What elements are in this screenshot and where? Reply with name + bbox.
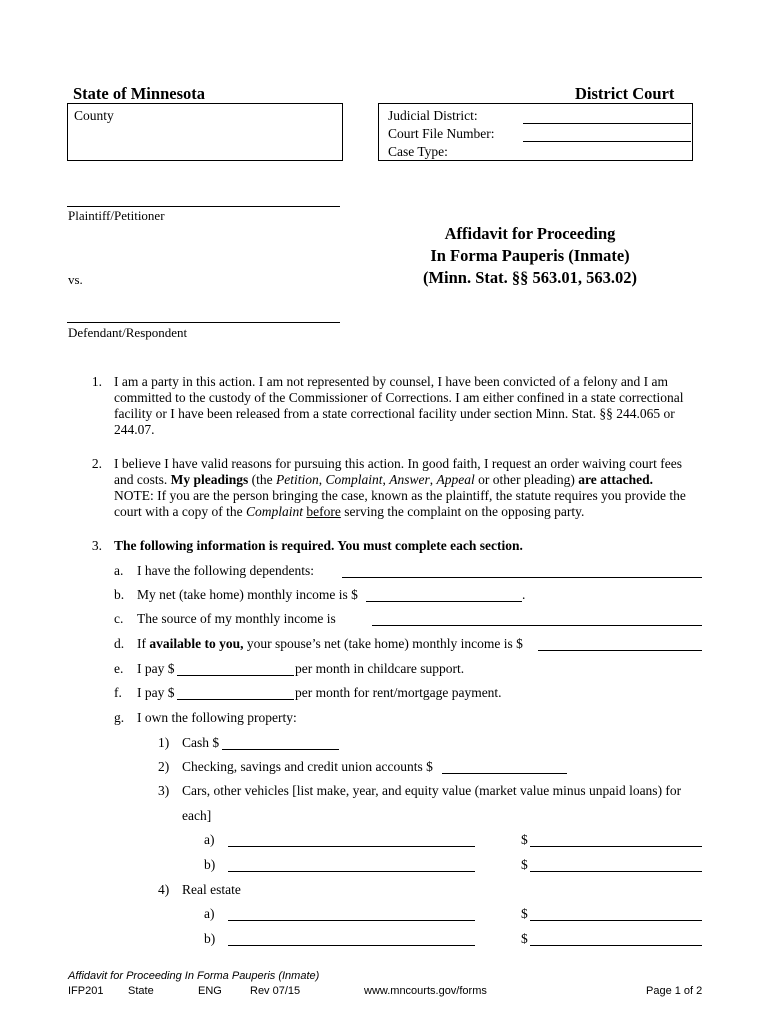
footer-state: State bbox=[128, 985, 154, 997]
para1-line: 244.07. bbox=[114, 422, 155, 437]
property-1-text: Cash $ bbox=[182, 735, 220, 750]
defendant-field[interactable] bbox=[67, 322, 340, 323]
item-e-suffix: per month in childcare support. bbox=[295, 661, 465, 676]
case-info-box bbox=[378, 103, 693, 161]
rent-mortgage-field[interactable] bbox=[177, 699, 294, 700]
para2-number: 2. bbox=[91, 456, 102, 471]
real-estate-a-dollar: $ bbox=[521, 906, 528, 921]
court-file-number-field[interactable] bbox=[523, 141, 691, 142]
para3-heading: The following information is required. You must complete each section. bbox=[114, 538, 523, 553]
item-g-text: I own the following property: bbox=[137, 710, 297, 725]
real-estate-a-field[interactable] bbox=[228, 920, 475, 921]
county-label: County bbox=[74, 108, 114, 123]
court-file-number-label: Court File Number: bbox=[388, 126, 495, 141]
para1-text bbox=[114, 374, 714, 438]
vehicle-b-dollar: $ bbox=[521, 857, 528, 872]
item-e-letter: e. bbox=[114, 661, 124, 676]
childcare-support-field[interactable] bbox=[177, 675, 294, 676]
item-e-prefix: I pay $ bbox=[137, 661, 175, 676]
judicial-district-field[interactable] bbox=[523, 123, 691, 124]
footer-title: Affidavit for Proceeding In Forma Pauperis (Inmate) bbox=[68, 970, 320, 982]
real-estate-b-label: b) bbox=[204, 931, 216, 946]
property-3-line1: Cars, other vehicles [list make, year, and equity value (market value minus unpaid loans) for bbox=[182, 783, 682, 798]
item-g-letter: g. bbox=[114, 710, 125, 725]
item-a-letter: a. bbox=[114, 563, 124, 578]
vehicle-a-dollar: $ bbox=[521, 832, 528, 847]
vehicle-a-field[interactable] bbox=[228, 846, 475, 847]
vs-label: vs. bbox=[68, 272, 83, 287]
property-3-line2: each] bbox=[182, 808, 212, 823]
item-b-end: . bbox=[522, 587, 526, 602]
plaintiff-label: Plaintiff/Petitioner bbox=[68, 208, 165, 223]
vehicle-a-label: a) bbox=[204, 832, 215, 847]
vehicle-b-label: b) bbox=[204, 857, 216, 872]
income-source-field[interactable] bbox=[372, 625, 702, 626]
plaintiff-field[interactable] bbox=[67, 206, 340, 207]
title-line-1: Affidavit for Proceeding bbox=[444, 224, 616, 243]
monthly-income-field[interactable] bbox=[366, 601, 522, 602]
para1-line: committed to the custody of the Commissioner of Corrections. I am either confined in a state correctional bbox=[114, 390, 684, 405]
property-2-number: 2) bbox=[158, 759, 170, 774]
real-estate-a-label: a) bbox=[204, 906, 215, 921]
item-c-text: The source of my monthly income is bbox=[137, 611, 336, 626]
item-d-letter: d. bbox=[114, 636, 125, 651]
cash-field[interactable] bbox=[222, 749, 339, 750]
real-estate-b-dollar: $ bbox=[521, 931, 528, 946]
title-line-2: In Forma Pauperis (Inmate) bbox=[430, 246, 630, 265]
property-4-number: 4) bbox=[158, 882, 170, 897]
county-box[interactable] bbox=[67, 103, 343, 161]
item-f-letter: f. bbox=[114, 685, 122, 700]
vehicle-b-value-field[interactable] bbox=[530, 871, 702, 872]
para2-line: I believe I have valid reasons for pursuing this action. In good faith, I request an order waiving court fees bbox=[114, 456, 682, 471]
footer-url[interactable]: www.mncourts.gov/forms bbox=[364, 985, 487, 997]
item-b-letter: b. bbox=[114, 587, 125, 602]
vehicle-b-field[interactable] bbox=[228, 871, 475, 872]
footer-page-number: Page 1 of 2 bbox=[646, 985, 703, 997]
judicial-district-label: Judicial District: bbox=[388, 108, 478, 123]
vehicle-a-value-field[interactable] bbox=[530, 846, 702, 847]
property-1-number: 1) bbox=[158, 735, 170, 750]
para2-line: and costs. My pleadings (the Petition, Complaint, Answer, Appeal or other pleading) are attached. bbox=[114, 472, 653, 487]
case-type-label: Case Type: bbox=[388, 144, 448, 159]
item-f-suffix: per month for rent/mortgage payment. bbox=[295, 685, 502, 700]
item-b-text: My net (take home) monthly income is $ bbox=[137, 587, 358, 602]
para1-line: facility or I have been released from a state correctional facility under section Minn. Stat. §§ 244.065 or bbox=[114, 406, 675, 421]
state-heading: State of Minnesota bbox=[73, 84, 205, 103]
footer-revision: Rev 07/15 bbox=[250, 985, 301, 997]
para1-number: 1. bbox=[91, 374, 102, 389]
footer-language: ENG bbox=[198, 985, 222, 997]
court-heading: District Court bbox=[575, 84, 675, 103]
spouse-income-field[interactable] bbox=[538, 650, 702, 651]
form-title bbox=[380, 223, 680, 289]
item-a-text: I have the following dependents: bbox=[137, 563, 314, 578]
real-estate-b-value-field[interactable] bbox=[530, 945, 702, 946]
item-f-prefix: I pay $ bbox=[137, 685, 175, 700]
real-estate-b-field[interactable] bbox=[228, 945, 475, 946]
para2-text bbox=[114, 456, 714, 520]
accounts-field[interactable] bbox=[442, 773, 567, 774]
footer-form-number: IFP201 bbox=[68, 985, 104, 997]
title-line-3: (Minn. Stat. §§ 563.01, 563.02) bbox=[422, 268, 638, 287]
item-c-letter: c. bbox=[114, 611, 124, 626]
defendant-label: Defendant/Respondent bbox=[68, 325, 188, 340]
para1-line: I am a party in this action. I am not represented by counsel, I have been convicted of a felony and I am bbox=[114, 374, 669, 389]
para2-line: court with a copy of the Complaint before serving the complaint on the opposing party. bbox=[114, 504, 585, 519]
para3-number: 3. bbox=[91, 538, 102, 553]
property-3-number: 3) bbox=[158, 783, 170, 798]
item-d-text: If available to you, your spouse’s net (take home) monthly income is $ bbox=[137, 636, 523, 651]
real-estate-a-value-field[interactable] bbox=[530, 920, 702, 921]
dependents-field[interactable] bbox=[342, 577, 702, 578]
property-2-text: Checking, savings and credit union accounts $ bbox=[182, 759, 433, 774]
property-4-text: Real estate bbox=[182, 882, 241, 897]
para2-line: NOTE: If you are the person bringing the case, known as the plaintiff, the statute requires you provide the bbox=[114, 488, 686, 503]
